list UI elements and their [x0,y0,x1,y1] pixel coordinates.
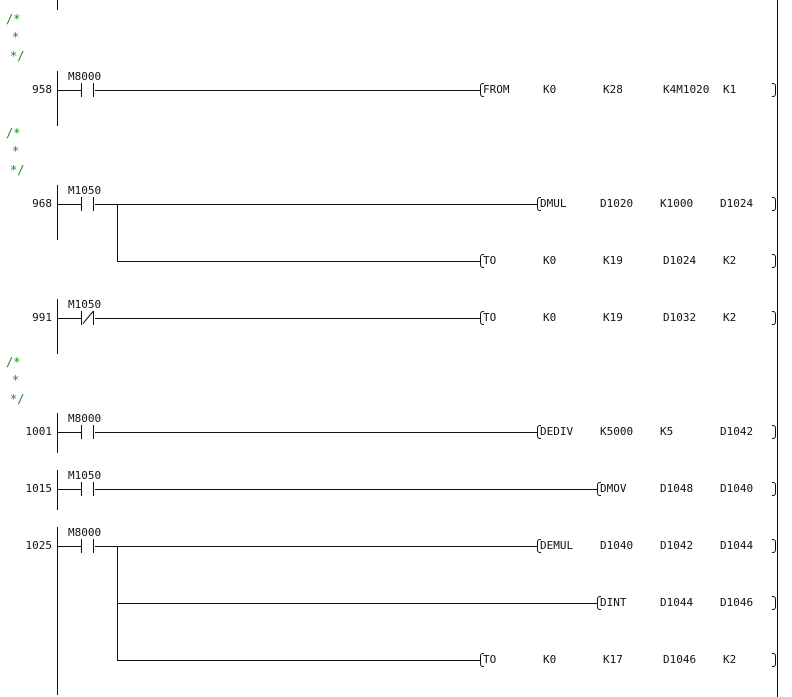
instruction-operand[interactable]: D1042 [660,539,694,552]
left-power-rail-top [57,0,58,10]
rung-wire [57,432,81,433]
instruction-operand[interactable]: K5000 [600,425,634,438]
comment-close: */ [10,392,25,406]
instruction-operand[interactable]: D1042 [720,425,754,438]
no-contact-icon[interactable] [81,482,95,496]
left-power-rail [57,413,58,453]
rung-wire [117,603,597,604]
instruction-operand[interactable]: K19 [603,254,623,267]
contact-device-label: M1050 [68,298,102,311]
instruction-operand[interactable]: D1020 [600,197,634,210]
rung-wire [57,489,81,490]
comment-mid: * [12,30,20,44]
rung-wire [57,204,81,205]
instruction-close-bracket [772,539,776,553]
instruction-mnemonic[interactable]: FROM [483,83,510,96]
comment-mid: * [12,373,20,387]
instruction-operand[interactable]: K19 [603,311,623,324]
step-number: 968 [32,197,52,210]
instruction-close-bracket [772,425,776,439]
rung-wire [95,489,597,490]
instruction-mnemonic[interactable]: DMOV [600,482,627,495]
rung-wire [117,261,480,262]
no-contact-icon[interactable] [81,197,95,211]
instruction-mnemonic[interactable]: DEDIV [540,425,574,438]
rung-wire [57,318,81,319]
instruction-operand[interactable]: K5 [660,425,674,438]
comment-mid: * [12,144,20,158]
instruction-operand[interactable]: K2 [723,653,737,666]
comment-open: /* [6,126,21,140]
instruction-operand[interactable]: D1024 [720,197,754,210]
instruction-operand[interactable]: K0 [543,254,557,267]
left-power-rail [57,185,58,240]
instruction-operand[interactable]: D1040 [600,539,634,552]
instruction-mnemonic[interactable]: TO [483,311,497,324]
left-power-rail [57,470,58,510]
branch-wire [117,204,118,261]
instruction-close-bracket [772,311,776,325]
left-power-rail [57,71,58,126]
rung-wire [57,546,81,547]
instruction-operand[interactable]: D1032 [663,311,697,324]
step-number: 1015 [25,482,52,495]
instruction-close-bracket [772,482,776,496]
left-power-rail [57,299,58,354]
comment-open: /* [6,355,21,369]
step-number: 1001 [25,425,52,438]
instruction-operand[interactable]: K2 [723,311,737,324]
instruction-close-bracket [772,83,776,97]
instruction-mnemonic[interactable]: TO [483,254,497,267]
contact-device-label: M8000 [68,526,102,539]
instruction-operand[interactable]: K0 [543,311,557,324]
contact-device-label: M8000 [68,412,102,425]
instruction-close-bracket [772,653,776,667]
instruction-operand[interactable]: D1044 [720,539,754,552]
instruction-close-bracket [772,197,776,211]
step-number: 958 [32,83,52,96]
instruction-operand[interactable]: K17 [603,653,623,666]
instruction-mnemonic[interactable]: DMUL [540,197,567,210]
instruction-operand[interactable]: D1044 [660,596,694,609]
instruction-mnemonic[interactable]: TO [483,653,497,666]
contact-device-label: M1050 [68,469,102,482]
no-contact-icon[interactable] [81,83,95,97]
instruction-operand[interactable]: K0 [543,653,557,666]
rung-wire [95,204,537,205]
instruction-operand[interactable]: K1000 [660,197,694,210]
no-contact-icon[interactable] [81,425,95,439]
instruction-operand[interactable]: K4M1020 [663,83,710,96]
instruction-operand[interactable]: K0 [543,83,557,96]
instruction-operand[interactable]: K1 [723,83,737,96]
instruction-mnemonic[interactable]: DEMUL [540,539,574,552]
rung-wire [117,660,480,661]
instruction-mnemonic[interactable]: DINT [600,596,627,609]
rung-wire [57,90,81,91]
contact-device-label: M1050 [68,184,102,197]
instruction-operand[interactable]: D1046 [720,596,754,609]
comment-close: */ [10,163,25,177]
rung-wire [95,90,480,91]
instruction-operand[interactable]: D1040 [720,482,754,495]
instruction-close-bracket [772,596,776,610]
rung-wire [95,318,480,319]
no-contact-icon[interactable] [81,539,95,553]
rung-wire [95,432,537,433]
comment-close: */ [10,49,25,63]
instruction-close-bracket [772,254,776,268]
step-number: 1025 [25,539,52,552]
left-power-rail [57,527,58,695]
instruction-operand[interactable]: D1046 [663,653,697,666]
step-number: 991 [32,311,52,324]
contact-device-label: M8000 [68,70,102,83]
right-power-rail [777,0,778,697]
instruction-operand[interactable]: K28 [603,83,623,96]
instruction-operand[interactable]: K2 [723,254,737,267]
instruction-operand[interactable]: D1048 [660,482,694,495]
rung-wire [95,546,537,547]
instruction-operand[interactable]: D1024 [663,254,697,267]
nc-contact-icon[interactable] [81,311,95,325]
comment-open: /* [6,12,21,26]
